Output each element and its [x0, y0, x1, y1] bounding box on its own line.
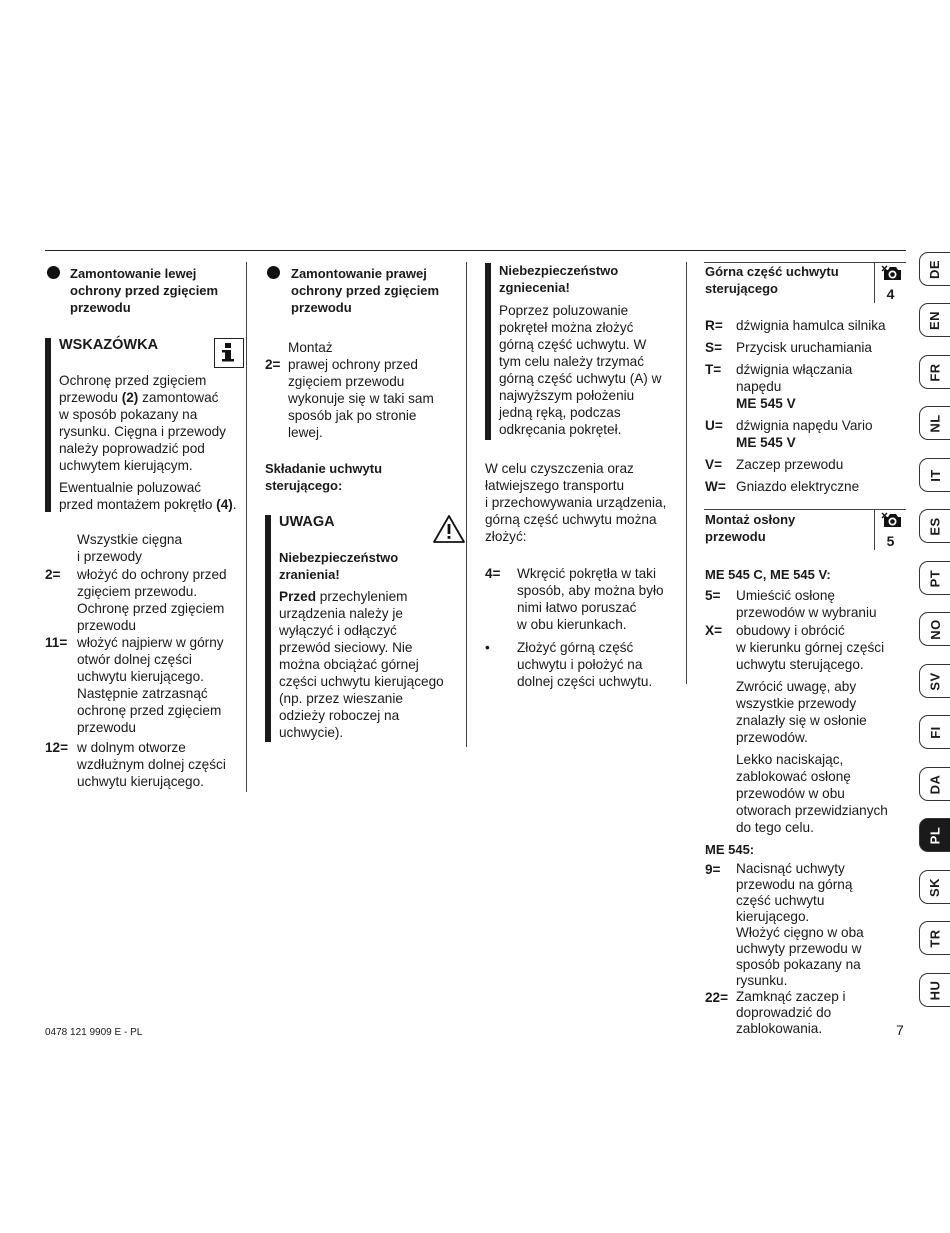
heading-line: Składanie uchwytu [265, 461, 383, 476]
note-text [736, 751, 888, 836]
text-line: rysunku. [736, 973, 788, 988]
page-number: 7 [896, 1022, 904, 1038]
section-heading [70, 265, 218, 316]
def-text [736, 417, 873, 451]
text-line: przewodów w obu [736, 786, 845, 801]
figure-reference [874, 510, 906, 550]
text-line: zablokowania. [736, 1021, 823, 1036]
def-label: R= [705, 318, 723, 333]
text-line: sposób jak po stronie [288, 408, 417, 423]
def-label: W= [705, 479, 726, 494]
note-text [736, 678, 867, 746]
heading-line: przewodu [70, 300, 131, 315]
tab-label: DA [927, 774, 943, 794]
tab-label: NO [927, 618, 943, 640]
bullet-icon [267, 266, 280, 279]
bullet-mark: • [485, 640, 490, 655]
text-line: doprowadzić do [736, 1005, 832, 1020]
tab-label: NL [927, 413, 943, 433]
step-label: 12= [45, 740, 69, 755]
tab-label: IT [927, 468, 943, 482]
note-text [59, 372, 237, 513]
text-line: dźwignia włączania [736, 362, 853, 377]
bullet-text [517, 639, 652, 690]
heading-line: sterującego: [265, 478, 343, 493]
def-text: Przycisk uruchamiania [736, 340, 872, 355]
text-line: pokręteł można złożyć [499, 320, 634, 335]
warning-bar [265, 515, 271, 742]
text-line: przewodu na górną [736, 877, 853, 892]
heading-line: Zamontowanie prawej [291, 266, 427, 281]
bullet-icon [47, 266, 60, 279]
section-heading [291, 265, 439, 316]
column-divider [246, 262, 247, 792]
def-text [736, 361, 852, 412]
text-line: lewej. [288, 425, 323, 440]
text-line: wykonuje się w taki sam [288, 391, 434, 406]
danger-bar [485, 263, 491, 440]
tab-fr[interactable] [919, 355, 950, 389]
text-line: w sposób pokazany na [59, 407, 198, 422]
camera-icon [881, 264, 903, 286]
text-line: uchwytu kierującego. [77, 669, 204, 684]
tab-label: TR [927, 928, 943, 948]
text-line: odkręcania pokręteł. [499, 422, 622, 437]
text-line: zgięciem przewodu [288, 374, 405, 389]
text-line: przewodów. [736, 730, 808, 745]
text-line: w obu kierunkach. [517, 617, 627, 632]
tab-label: DE [927, 259, 943, 279]
text-line: złożyć: [485, 529, 527, 544]
text-line: odzieży roboczej na [279, 708, 400, 723]
text-line: rysunku. Cięgna i przewody [59, 424, 226, 439]
tab-es[interactable] [919, 509, 950, 543]
text-line: W celu czyszczenia oraz [485, 461, 634, 476]
text-line: jedną ręką, podczas [499, 405, 621, 420]
tab-nl[interactable] [919, 406, 950, 440]
step-label: 22= [705, 990, 729, 1005]
intro-text [77, 531, 182, 565]
bold-word: Przed [279, 589, 317, 604]
tab-da[interactable] [919, 767, 950, 801]
text-line: Zwrócić uwagę, aby [736, 679, 857, 694]
text-span: przewodu [59, 390, 122, 405]
text-line: uchwyty przewodu w [736, 941, 862, 956]
text-line: prawej ochrony przed [288, 357, 418, 372]
camera-icon [881, 511, 903, 533]
text-line: zgięciem przewodu. [77, 584, 198, 599]
text-line: najwyższym położeniu [499, 388, 635, 403]
tab-pt[interactable] [919, 561, 950, 595]
text-line: wszystkie przewody [736, 696, 857, 711]
text-span: przechyleniem [316, 589, 408, 604]
step-label: 4= [485, 566, 501, 581]
text-line: kierującego. [736, 909, 810, 924]
text-span: zamontować [138, 390, 219, 405]
heading-line: przewodu [705, 529, 766, 544]
text-line: górną część uchwytu. W [499, 337, 647, 352]
step-text [288, 356, 434, 441]
section-title [705, 511, 795, 545]
text-line: otwór dolnej części [77, 652, 192, 667]
step-text [77, 739, 226, 790]
document-code: 0478 121 9909 E - PL [45, 1027, 143, 1038]
text-line: dźwignia napędu Vario [736, 418, 873, 433]
figure-reference [874, 263, 906, 303]
text-line: górną część uchwytu można [485, 512, 657, 527]
text-line: należy poprowadzić pod [59, 441, 205, 456]
heading-line: ochrony przed zgięciem [291, 283, 440, 298]
tab-label: HU [927, 980, 943, 1000]
step-text [736, 861, 864, 989]
text-line: włożyć do ochrony przed [77, 567, 227, 582]
text-line: napędu [736, 379, 782, 394]
text-line: Umieścić osłonę [736, 588, 835, 603]
tab-label: SK [927, 877, 943, 897]
step-label: 9= [705, 862, 721, 877]
def-label: S= [705, 340, 723, 355]
heading-line: ochrony przed zgięciem [70, 283, 219, 298]
text-line: uchwytem kierującym. [59, 458, 193, 473]
tab-label: SV [927, 671, 943, 691]
text-line: części uchwytu kierującego [279, 674, 444, 689]
montaz-label: Montaż [288, 340, 333, 355]
text-line: Poprzez poluzowanie [499, 303, 629, 318]
heading-line: zranienia! [279, 567, 340, 582]
step-text [77, 566, 227, 634]
heading-line: Górna część uchwytu [705, 264, 839, 279]
heading-line: Zamontowanie lewej [70, 266, 197, 281]
step-text [77, 634, 224, 736]
column-divider [686, 262, 687, 684]
cleaning-paragraph [485, 460, 666, 545]
warning-text [279, 588, 444, 741]
text-line: Lekko naciskając, [736, 752, 844, 767]
step-label: X= [705, 623, 723, 638]
tab-tr[interactable] [919, 921, 950, 955]
text-line: uchwytu i położyć na [517, 657, 643, 672]
tab-sv[interactable] [919, 664, 950, 698]
def-text: Gniazdo elektryczne [736, 479, 860, 494]
text-line: włożyć najpierw w górny [77, 635, 224, 650]
text-line [59, 496, 237, 513]
def-text: dźwignia hamulca silnika [736, 318, 886, 333]
heading-line: sterującego [705, 281, 778, 296]
text-line: i przewody [77, 549, 142, 564]
text-line: tym celu należy trzymać [499, 354, 645, 369]
text-line: przewodu [77, 618, 136, 633]
column-divider [466, 262, 467, 747]
info-icon [214, 338, 244, 368]
text-line: Nacisnąć uchwyty [736, 861, 845, 876]
ref-number: (2) [121, 390, 139, 405]
tab-label: EN [927, 310, 943, 330]
step-label: 5= [705, 588, 721, 603]
step-text [517, 565, 664, 633]
tab-no[interactable] [919, 612, 950, 646]
text-line: otworach przewidzianych [736, 803, 888, 818]
text-line: górną część uchwytu (A) w [499, 371, 662, 386]
danger-text [499, 302, 661, 438]
text-line: uchwytu sterującego. [736, 657, 864, 672]
heading-line: Niebezpieczeństwo [279, 550, 399, 565]
text-line [59, 389, 237, 406]
def-label: T= [705, 362, 722, 377]
text-line: Włożyć cięgno w oba [736, 925, 864, 940]
warning-subtitle [279, 549, 398, 583]
tab-label: PL [927, 826, 943, 844]
text-line: przewodu [77, 720, 136, 735]
figure-number: 5 [886, 533, 895, 549]
model-name: ME 545 V [736, 396, 796, 411]
tab-en[interactable] [919, 303, 950, 337]
text-line: Złożyć górną część [517, 640, 634, 655]
tab-label: PT [927, 569, 943, 587]
text-line: można obciążać górnej [279, 657, 419, 672]
text-line: łatwiejszego transportu [485, 478, 625, 493]
note-title: WSKAZÓWKA [59, 337, 159, 353]
model-heading: ME 545: [705, 842, 755, 857]
text-line: Ochronę przed zgięciem [59, 373, 207, 388]
ref-number: (4) [216, 497, 233, 512]
tab-it[interactable] [919, 458, 950, 492]
tab-label: FR [927, 362, 943, 382]
text-span: przed montażem pokrętło [59, 497, 217, 512]
tab-hu[interactable] [919, 973, 950, 1007]
note-bar [45, 338, 51, 512]
danger-title [499, 262, 618, 296]
warning-icon [432, 514, 466, 548]
text-span: . [232, 497, 237, 512]
model-name: ME 545 V [736, 435, 796, 450]
text-line: Ochronę przed zgięciem [77, 601, 225, 616]
text-line: sposób pokazany na [736, 957, 861, 972]
text-line: do tego celu. [736, 820, 814, 835]
text-line: w kierunku górnej części [736, 640, 885, 655]
tab-label: ES [927, 516, 943, 536]
tab-de[interactable] [919, 252, 950, 286]
step-label: 11= [45, 635, 68, 650]
def-label: V= [705, 457, 723, 472]
text-line: Wszystkie cięgna [77, 532, 183, 547]
text-line: w dolnym otworze [77, 740, 186, 755]
heading-line: zgniecenia! [499, 280, 570, 295]
def-label: U= [705, 418, 723, 433]
step-text [736, 587, 877, 621]
text-line: uchwytu kierującego. [77, 774, 204, 789]
text-line: nimi łatwo poruszać [517, 600, 637, 615]
text-line: Zamknąć zaczep i [736, 989, 846, 1004]
tab-fi[interactable] [919, 715, 950, 749]
top-rule [45, 250, 906, 251]
text-line: Ewentualnie poluzować [59, 480, 202, 495]
text-line: zablokować osłonę [736, 769, 851, 784]
step-text [736, 622, 884, 673]
text-line: przewodów w wybraniu [736, 605, 877, 620]
tab-sk[interactable] [919, 870, 950, 904]
figure-number: 4 [886, 286, 895, 302]
sub-heading [265, 460, 382, 494]
tab-label: FI [927, 725, 943, 739]
text-line: przewód sieciowy. Nie [279, 640, 413, 655]
text-line: Wkręcić pokrętła w taki [517, 566, 656, 581]
text-line: wzdłużnym dolnej części [77, 757, 226, 772]
text-line: dolnej części uchwytu. [517, 674, 653, 689]
text-line: (np. przez wieszanie [279, 691, 403, 706]
step-text [736, 989, 846, 1037]
text-line [279, 588, 444, 605]
step-label: 2= [265, 357, 281, 372]
heading-line: przewodu [291, 300, 352, 315]
section-title [705, 263, 839, 297]
text-line: uchwycie). [279, 725, 344, 740]
step-label: 2= [45, 567, 61, 582]
heading-line: Niebezpieczeństwo [499, 263, 619, 278]
text-line: znalazły się w osłonie [736, 713, 867, 728]
text-line: ochronę przed zgięciem [77, 703, 222, 718]
tab-pl[interactable] [919, 818, 950, 852]
def-text: Zaczep przewodu [736, 457, 844, 472]
text-line: część uchwytu [736, 893, 825, 908]
text-line: urządzenia należy je [279, 606, 403, 621]
text-line: i przechowywania urządzenia, [485, 495, 667, 510]
text-line: Następnie zatrzasnąć [77, 686, 208, 701]
warning-title: UWAGA [279, 514, 335, 530]
text-line: wyłączyć i odłączyć [279, 623, 397, 638]
text-line: obudowy i obrócić [736, 623, 845, 638]
model-heading: ME 545 C, ME 545 V: [705, 567, 831, 582]
heading-line: Montaż osłony [705, 512, 796, 527]
text-line: sposób, aby można było [517, 583, 664, 598]
